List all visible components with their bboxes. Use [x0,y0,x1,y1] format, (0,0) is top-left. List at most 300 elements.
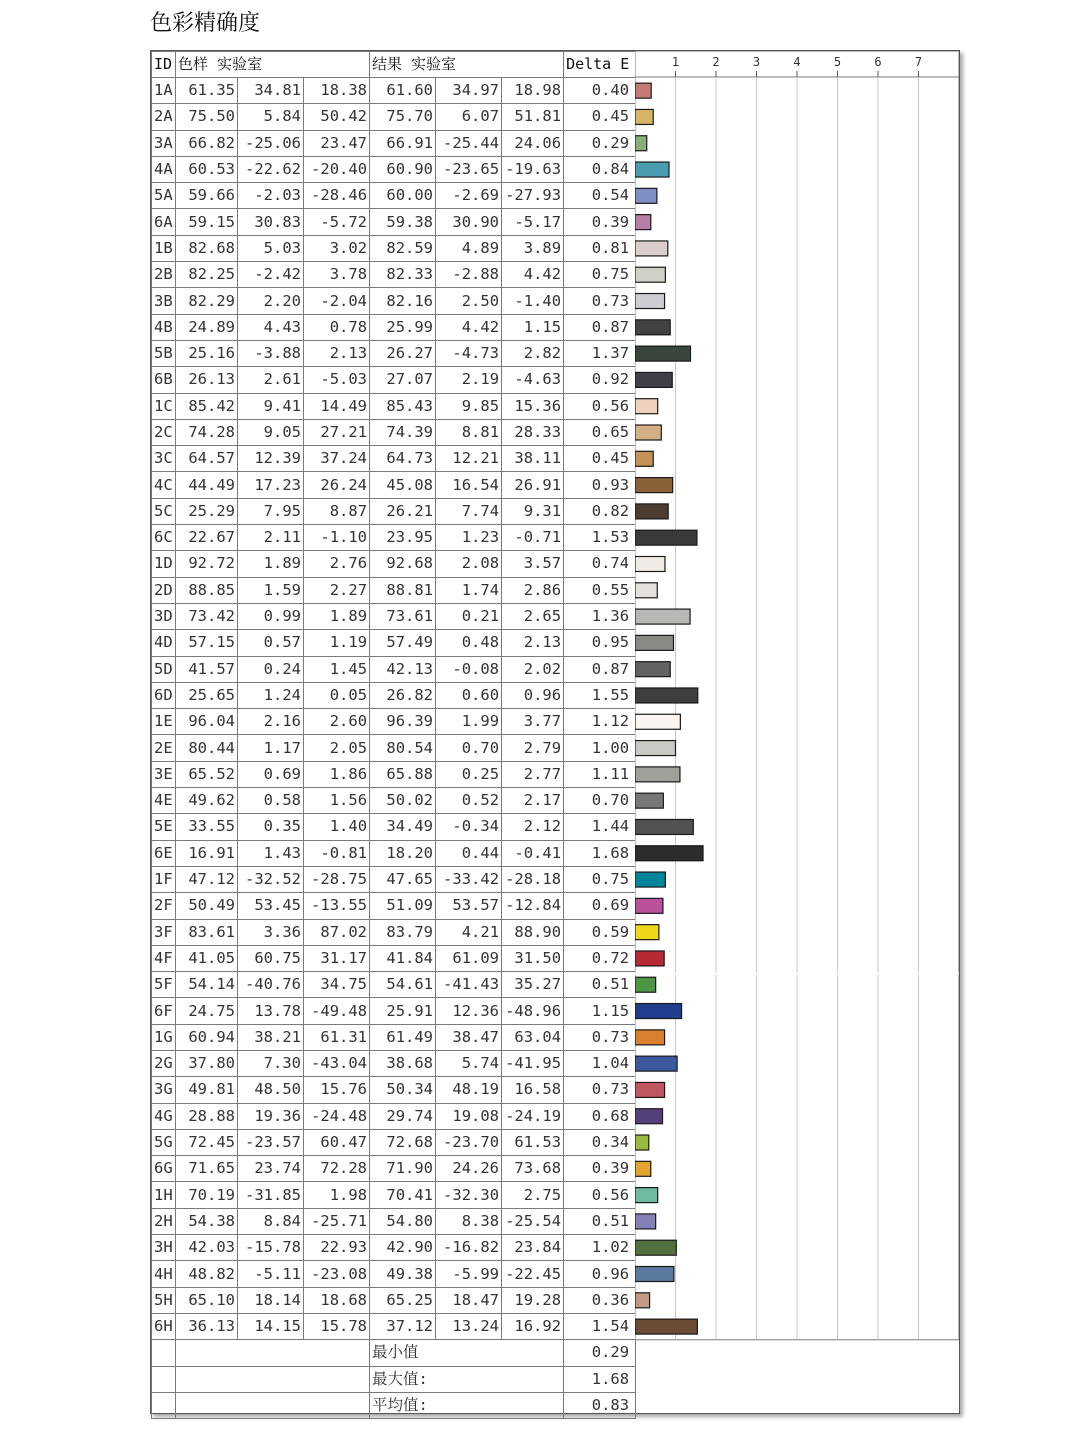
delta-e-value: 1.15 [564,998,636,1024]
reference-b: 61.31 [304,1024,370,1050]
result-a: 12.36 [436,998,502,1024]
reference-b: 18.38 [304,78,370,104]
result-a: -5.99 [436,1261,502,1287]
result-a: 34.97 [436,78,502,104]
result-L: 83.79 [370,919,436,945]
delta-e-value: 0.39 [564,1156,636,1182]
summary-label: 平均值: [370,1392,564,1418]
delta-e-value: 1.11 [564,761,636,787]
delta-e-value: 0.73 [564,1077,636,1103]
result-L: 54.61 [370,972,436,998]
result-L: 26.82 [370,682,436,708]
result-L: 70.41 [370,1182,436,1208]
result-a: 24.26 [436,1156,502,1182]
table-row [152,893,636,919]
sample-id: 4G [152,1103,176,1129]
tick-label: 2 [712,55,720,69]
bar-4D [635,635,673,650]
table-row [152,419,636,445]
reference-b: 8.87 [304,498,370,524]
result-a: 12.21 [436,446,502,472]
reference-a: -15.78 [238,1235,304,1261]
reference-L: 72.45 [176,1129,238,1155]
delta-e-value: 0.87 [564,314,636,340]
result-a: 2.50 [436,288,502,314]
reference-L: 88.85 [176,577,238,603]
table-row [152,551,636,577]
sample-id: 6F [152,998,176,1024]
result-b: 18.98 [502,78,564,104]
table-row [152,367,636,393]
result-b: -28.18 [502,866,564,892]
delta-e-bar-chart [635,51,959,1413]
sample-id: 1E [152,709,176,735]
sample-id: 5D [152,656,176,682]
result-a: 4.21 [436,919,502,945]
bar-5E [635,819,693,834]
result-a: 0.25 [436,761,502,787]
table-row [152,630,636,656]
result-b: -0.71 [502,525,564,551]
reference-L: 82.29 [176,288,238,314]
result-L: 60.00 [370,183,436,209]
delta-e-value: 0.55 [564,577,636,603]
reference-a: 8.84 [238,1208,304,1234]
result-b: 9.31 [502,498,564,524]
sample-id: 4A [152,156,176,182]
sample-id: 5E [152,814,176,840]
result-L: 26.21 [370,498,436,524]
bar-5F [635,977,656,992]
data-table [151,51,636,1419]
bar-2C [635,425,661,440]
delta-e-value: 0.45 [564,104,636,130]
reference-a: -2.42 [238,262,304,288]
result-a: -41.43 [436,972,502,998]
result-b: 2.17 [502,788,564,814]
reference-L: 60.94 [176,1024,238,1050]
delta-e-value: 0.73 [564,288,636,314]
result-L: 23.95 [370,525,436,551]
delta-e-value: 0.70 [564,788,636,814]
bar-5D [635,662,670,677]
reference-a: 48.50 [238,1077,304,1103]
result-L: 27.07 [370,367,436,393]
sample-id: 4F [152,945,176,971]
table-row [152,577,636,603]
table-row [152,1156,636,1182]
reference-a: 13.78 [238,998,304,1024]
table-row [152,393,636,419]
result-L: 38.68 [370,1050,436,1076]
reference-L: 59.66 [176,183,238,209]
result-b: 1.15 [502,314,564,340]
sample-id: 6G [152,1156,176,1182]
result-b: 2.86 [502,577,564,603]
result-L: 29.74 [370,1103,436,1129]
result-L: 75.70 [370,104,436,130]
summary-row [152,1366,636,1392]
result-b: 61.53 [502,1129,564,1155]
result-a: 5.74 [436,1050,502,1076]
result-a: 4.89 [436,235,502,261]
reference-b: -5.72 [304,209,370,235]
delta-e-value: 0.81 [564,235,636,261]
reference-L: 64.57 [176,446,238,472]
reference-L: 60.53 [176,156,238,182]
reference-L: 54.38 [176,1208,238,1234]
reference-a: 5.84 [238,104,304,130]
table-row [152,1261,636,1287]
sample-id: 3H [152,1235,176,1261]
bar-3B [635,294,665,309]
reference-L: 41.57 [176,656,238,682]
result-a: 0.44 [436,840,502,866]
table-row [152,183,636,209]
reference-L: 85.42 [176,393,238,419]
bar-1H [635,1188,658,1203]
result-a: 8.81 [436,419,502,445]
result-a: 16.54 [436,472,502,498]
sample-id: 2F [152,893,176,919]
reference-b: 1.86 [304,761,370,787]
delta-e-value: 0.72 [564,945,636,971]
result-a: 19.08 [436,1103,502,1129]
reference-a: -22.62 [238,156,304,182]
result-L: 37.12 [370,1313,436,1339]
reference-a: -40.76 [238,972,304,998]
bar-4G [635,1109,663,1124]
reference-a: 0.69 [238,761,304,787]
result-L: 65.88 [370,761,436,787]
reference-b: 1.45 [304,656,370,682]
reference-a: 1.59 [238,577,304,603]
reference-b: 37.24 [304,446,370,472]
result-L: 74.39 [370,419,436,445]
reference-L: 28.88 [176,1103,238,1129]
result-a: 61.09 [436,945,502,971]
reference-b: 2.05 [304,735,370,761]
result-a: 1.99 [436,709,502,735]
tick-label: 6 [874,55,882,69]
reference-b: -2.04 [304,288,370,314]
reference-L: 65.52 [176,761,238,787]
reference-L: 25.16 [176,340,238,366]
bar-6B [635,372,672,387]
delta-e-value: 0.75 [564,262,636,288]
summary-empty-cell [152,1392,176,1418]
reference-a: -3.88 [238,340,304,366]
delta-e-value: 1.00 [564,735,636,761]
reference-a: 2.61 [238,367,304,393]
delta-e-value: 0.56 [564,1182,636,1208]
table-row [152,1182,636,1208]
reference-a: 0.99 [238,603,304,629]
summary-empty-cell [176,1340,370,1366]
table-row [152,735,636,761]
reference-a: 3.36 [238,919,304,945]
table-row [152,340,636,366]
sample-id: 1H [152,1182,176,1208]
result-b: 2.02 [502,656,564,682]
result-L: 18.20 [370,840,436,866]
sample-id: 6A [152,209,176,235]
reference-b: 14.49 [304,393,370,419]
reference-b: -43.04 [304,1050,370,1076]
table-row [152,78,636,104]
delta-e-value: 0.87 [564,656,636,682]
sample-id: 6H [152,1313,176,1339]
reference-b: 18.68 [304,1287,370,1313]
delta-e-value: 1.53 [564,525,636,551]
table-row [152,472,636,498]
result-L: 66.91 [370,130,436,156]
bar-2F [635,898,663,913]
result-L: 96.39 [370,709,436,735]
bar-2D [635,583,657,598]
bar-6F [635,1004,682,1019]
delta-e-value: 0.92 [564,367,636,393]
reference-a: 9.41 [238,393,304,419]
result-a: 0.52 [436,788,502,814]
result-a: -23.70 [436,1129,502,1155]
result-b: 24.06 [502,130,564,156]
sample-id: 1C [152,393,176,419]
bar-2H [635,1214,656,1229]
bar-1A [635,83,651,98]
reference-b: -5.03 [304,367,370,393]
result-b: 19.28 [502,1287,564,1313]
result-L: 51.09 [370,893,436,919]
reference-b: 2.60 [304,709,370,735]
tick-label: 5 [833,55,842,69]
delta-e-value: 0.95 [564,630,636,656]
reference-a: 38.21 [238,1024,304,1050]
result-b: -0.41 [502,840,564,866]
result-b: 16.92 [502,1313,564,1339]
table-row [152,1313,636,1339]
sample-id: 2D [152,577,176,603]
header-result-lab: 结果 实验室 [370,52,564,78]
delta-e-value: 0.51 [564,972,636,998]
delta-e-value: 0.65 [564,419,636,445]
delta-e-value: 1.54 [564,1313,636,1339]
result-b: 2.12 [502,814,564,840]
summary-label: 最小值 [370,1340,564,1366]
reference-b: 2.27 [304,577,370,603]
sample-id: 5F [152,972,176,998]
result-L: 26.27 [370,340,436,366]
reference-b: -25.71 [304,1208,370,1234]
reference-a: 53.45 [238,893,304,919]
result-b: 4.42 [502,262,564,288]
reference-L: 50.49 [176,893,238,919]
result-a: -0.34 [436,814,502,840]
result-a: 2.19 [436,367,502,393]
result-b: -27.93 [502,183,564,209]
result-a: 4.42 [436,314,502,340]
sample-id: 1G [152,1024,176,1050]
result-b: 3.89 [502,235,564,261]
reference-b: 23.47 [304,130,370,156]
reference-a: 0.58 [238,788,304,814]
result-L: 82.16 [370,288,436,314]
result-b: 2.79 [502,735,564,761]
result-b: 23.84 [502,1235,564,1261]
result-b: 28.33 [502,419,564,445]
reference-b: 72.28 [304,1156,370,1182]
table-row [152,919,636,945]
reference-L: 36.13 [176,1313,238,1339]
sample-id: 6E [152,840,176,866]
reference-L: 54.14 [176,972,238,998]
sample-id: 3F [152,919,176,945]
sample-id: 4C [152,472,176,498]
sample-id: 3B [152,288,176,314]
delta-e-value: 0.74 [564,551,636,577]
reference-a: 34.81 [238,78,304,104]
delta-e-value: 0.96 [564,1261,636,1287]
result-L: 59.38 [370,209,436,235]
header-reference-lab: 色样 实验室 [176,52,370,78]
reference-L: 71.65 [176,1156,238,1182]
reference-L: 47.12 [176,866,238,892]
reference-L: 65.10 [176,1287,238,1313]
table-row [152,603,636,629]
result-L: 41.84 [370,945,436,971]
sample-id: 4E [152,788,176,814]
bar-2A [635,109,653,124]
bar-4F [635,951,664,966]
tick-label: 1 [671,55,680,69]
reference-b: 34.75 [304,972,370,998]
result-a: 48.19 [436,1077,502,1103]
sample-id: 3G [152,1077,176,1103]
reference-a: -31.85 [238,1182,304,1208]
delta-e-value: 0.93 [564,472,636,498]
reference-L: 59.15 [176,209,238,235]
result-L: 82.33 [370,262,436,288]
result-b: -41.95 [502,1050,564,1076]
delta-e-value: 0.34 [564,1129,636,1155]
header-delta-e: Delta E [564,52,636,78]
table-row [152,840,636,866]
summary-value: 0.29 [564,1340,636,1366]
sample-id: 4B [152,314,176,340]
delta-e-value: 0.36 [564,1287,636,1313]
result-a: 1.23 [436,525,502,551]
result-a: 2.08 [436,551,502,577]
result-L: 54.80 [370,1208,436,1234]
reference-a: 17.23 [238,472,304,498]
reference-L: 57.15 [176,630,238,656]
table-row [152,1050,636,1076]
result-a: 0.21 [436,603,502,629]
result-L: 61.60 [370,78,436,104]
result-b: 26.91 [502,472,564,498]
reference-b: 1.89 [304,603,370,629]
reference-a: 23.74 [238,1156,304,1182]
table-row [152,945,636,971]
result-a: -0.08 [436,656,502,682]
result-a: 0.60 [436,682,502,708]
table-row [152,130,636,156]
delta-e-value: 1.12 [564,709,636,735]
summary-empty-cell [152,1366,176,1392]
bar-4B [635,320,670,335]
reference-b: 0.05 [304,682,370,708]
reference-L: 70.19 [176,1182,238,1208]
result-b: 73.68 [502,1156,564,1182]
reference-a: 0.24 [238,656,304,682]
delta-e-value: 1.04 [564,1050,636,1076]
sample-id: 4D [152,630,176,656]
result-a: -32.30 [436,1182,502,1208]
table-row [152,156,636,182]
summary-empty-cell [152,1340,176,1366]
header-id: ID [152,52,176,78]
table-row [152,998,636,1024]
reference-a: 19.36 [238,1103,304,1129]
reference-a: 30.83 [238,209,304,235]
bar-3D [635,609,690,624]
result-a: 0.48 [436,630,502,656]
bar-5C [635,504,668,519]
table-row [152,1208,636,1234]
delta-e-value: 0.51 [564,1208,636,1234]
reference-a: 0.35 [238,814,304,840]
reference-b: -20.40 [304,156,370,182]
table-row [152,972,636,998]
table-row [152,1129,636,1155]
reference-b: -13.55 [304,893,370,919]
result-b: -4.63 [502,367,564,393]
delta-e-value: 0.54 [564,183,636,209]
result-L: 85.43 [370,393,436,419]
reference-b: -23.08 [304,1261,370,1287]
result-a: 13.24 [436,1313,502,1339]
reference-a: 2.11 [238,525,304,551]
reference-b: -0.81 [304,840,370,866]
result-b: 2.77 [502,761,564,787]
reference-L: 74.28 [176,419,238,445]
delta-e-value: 1.36 [564,603,636,629]
reference-b: 60.47 [304,1129,370,1155]
result-a: 18.47 [436,1287,502,1313]
reference-L: 73.42 [176,603,238,629]
reference-b: 31.17 [304,945,370,971]
result-L: 71.90 [370,1156,436,1182]
table-row [152,682,636,708]
delta-e-value: 0.29 [564,130,636,156]
result-b: 2.13 [502,630,564,656]
bar-4C [635,478,673,493]
result-b: 63.04 [502,1024,564,1050]
sample-id: 5A [152,183,176,209]
summary-value: 0.83 [564,1392,636,1418]
reference-b: 26.24 [304,472,370,498]
result-L: 80.54 [370,735,436,761]
reference-b: 3.02 [304,235,370,261]
tick-label: 3 [752,55,761,69]
bar-6C [635,530,697,545]
reference-a: 7.30 [238,1050,304,1076]
table-row [152,1235,636,1261]
reference-L: 22.67 [176,525,238,551]
result-a: 8.38 [436,1208,502,1234]
bar-1D [635,556,665,571]
result-a: 53.57 [436,893,502,919]
